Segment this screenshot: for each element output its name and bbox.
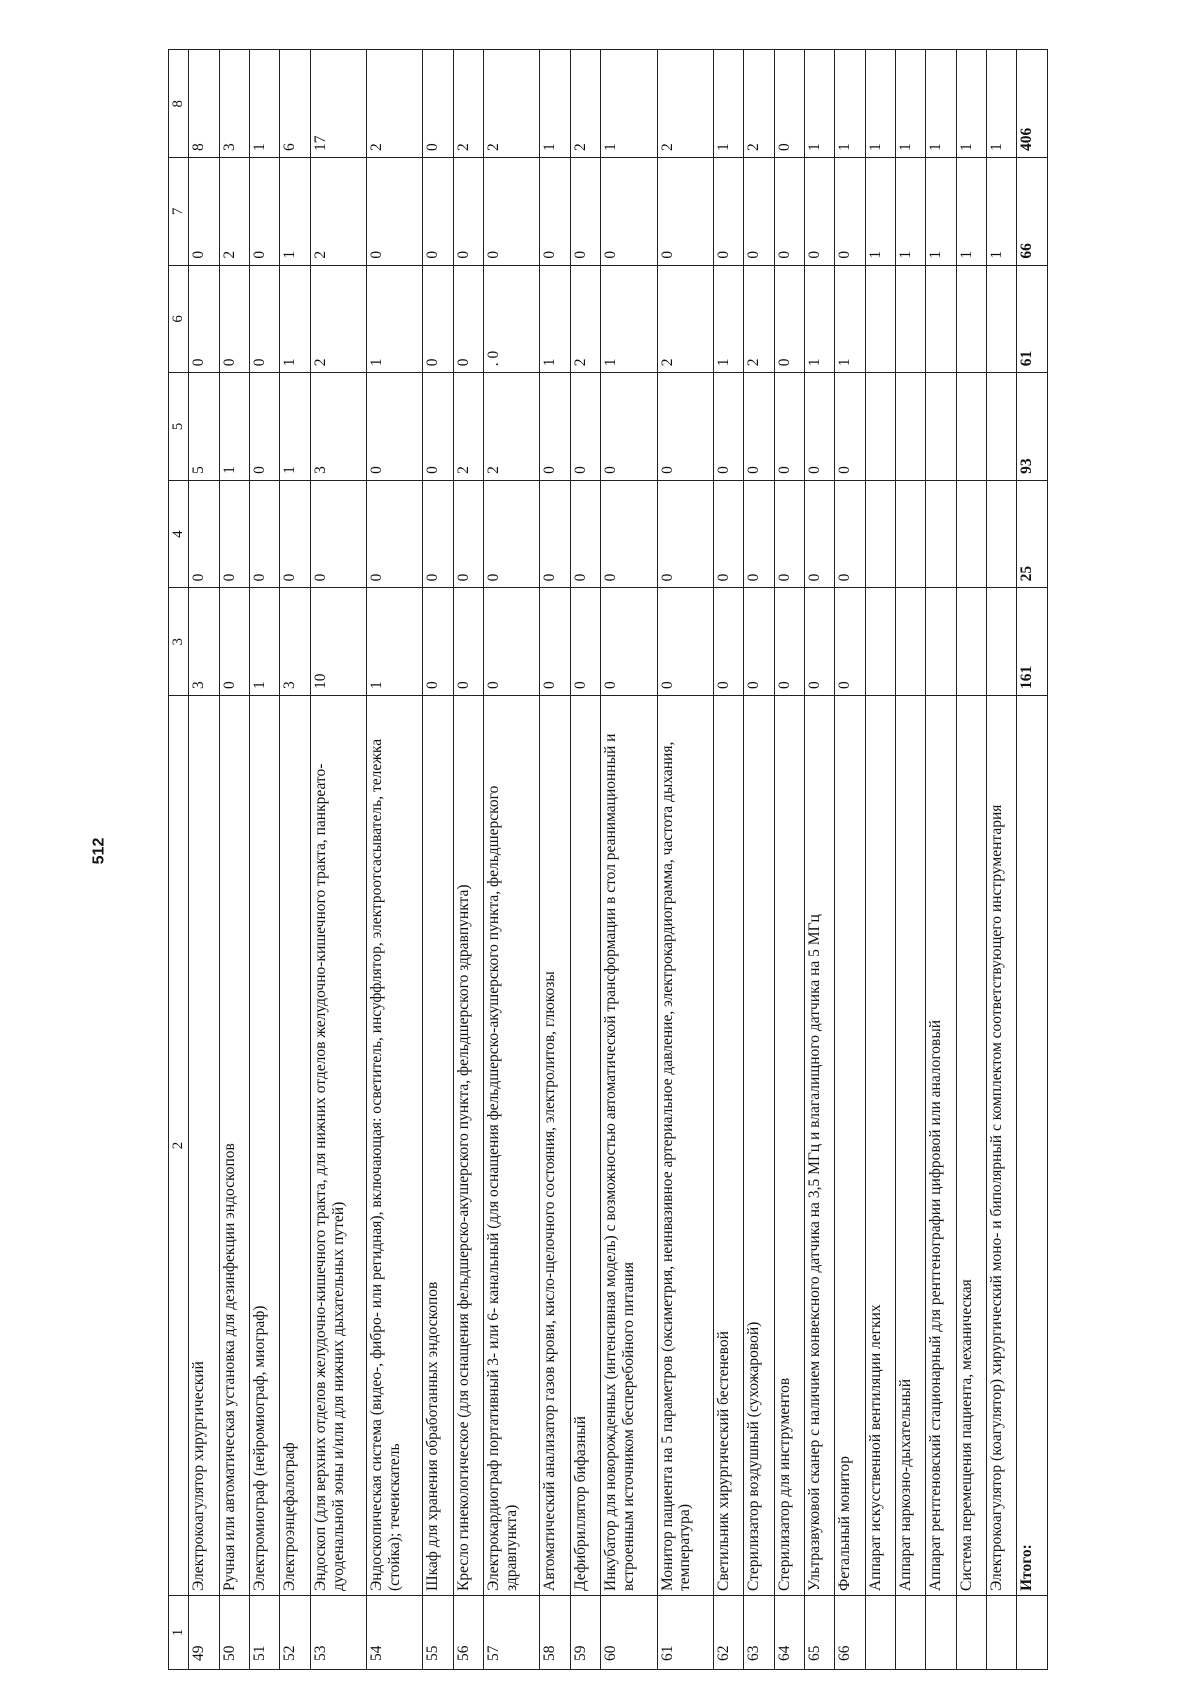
count-cell: 0 bbox=[657, 480, 713, 588]
count-cell: 0 bbox=[423, 373, 453, 481]
count-cell: 0 bbox=[713, 158, 743, 266]
table-row bbox=[987, 50, 1017, 1670]
count-cell: 1 bbox=[804, 265, 834, 373]
count-cell: 0 bbox=[280, 480, 310, 588]
count-cell: 0 bbox=[423, 158, 453, 266]
count-cell: 3 bbox=[189, 588, 219, 696]
count-cell: 0 bbox=[774, 588, 804, 696]
count-cell: 0 bbox=[657, 373, 713, 481]
table-row bbox=[570, 50, 600, 1670]
count-cell bbox=[926, 373, 956, 481]
total-cell: 161 bbox=[1017, 588, 1048, 696]
row-number-cell: 54 bbox=[367, 1596, 423, 1670]
count-cell: 0 bbox=[744, 480, 774, 588]
equipment-name-cell: Электроэнцефалограф bbox=[280, 696, 310, 1596]
equipment-name-cell: Эндоскоп (для верхних отделов желудочно-кишечного тракта, для нижних отделов желудочно-кишечного тракта, панкреато-дуоденальной зоны и/или для нижних дыхательных путей) bbox=[310, 696, 366, 1596]
row-number-cell: 60 bbox=[601, 1596, 657, 1670]
equipment-name-cell: Аппарат искусственной вентиляции легких bbox=[865, 696, 895, 1596]
count-cell: 1 bbox=[804, 50, 834, 158]
count-cell bbox=[865, 588, 895, 696]
count-cell: 0 bbox=[774, 158, 804, 266]
total-cell: 25 bbox=[1017, 480, 1048, 588]
count-cell: 0 bbox=[540, 480, 570, 588]
count-cell: 2 bbox=[310, 158, 366, 266]
count-cell: 2 bbox=[453, 373, 483, 481]
count-cell: 2 bbox=[219, 158, 249, 266]
count-cell: 0 bbox=[484, 588, 540, 696]
count-cell: 17 bbox=[310, 50, 366, 158]
page-number: 512 bbox=[90, 837, 108, 865]
count-cell: 0 bbox=[423, 50, 453, 158]
count-cell: 0 bbox=[835, 588, 865, 696]
count-cell bbox=[865, 373, 895, 481]
count-cell: 0 bbox=[570, 480, 600, 588]
count-cell: 0 bbox=[601, 373, 657, 481]
equipment-table bbox=[168, 49, 1048, 1670]
count-cell: 1 bbox=[219, 373, 249, 481]
column-header: 2 bbox=[169, 696, 189, 1596]
table-row bbox=[189, 50, 219, 1670]
column-header: 8 bbox=[169, 50, 189, 158]
count-cell: 0 bbox=[249, 158, 279, 266]
table-row bbox=[804, 50, 834, 1670]
count-cell bbox=[926, 265, 956, 373]
count-cell: 0 bbox=[189, 265, 219, 373]
count-cell: 0 bbox=[570, 373, 600, 481]
count-cell: 5 bbox=[189, 373, 219, 481]
count-cell: 0 bbox=[744, 588, 774, 696]
table-row bbox=[310, 50, 366, 1670]
count-cell: 0 bbox=[804, 588, 834, 696]
count-cell: 1 bbox=[956, 50, 986, 158]
row-number-cell bbox=[926, 1596, 956, 1670]
count-cell: 0 bbox=[367, 480, 423, 588]
count-cell: 0 bbox=[601, 480, 657, 588]
count-cell: 10 bbox=[310, 588, 366, 696]
count-cell: 2 bbox=[657, 50, 713, 158]
count-cell: 0 bbox=[713, 588, 743, 696]
count-cell: 0 bbox=[570, 158, 600, 266]
count-cell: 1 bbox=[956, 158, 986, 266]
row-number-cell: 66 bbox=[835, 1596, 865, 1670]
equipment-name-cell: Инкубатор для новорожденных (интенсивная модель) с возможностью автоматической трансформации в стол реанимационный и встроенным источником бесперебойного питания bbox=[601, 696, 657, 1596]
count-cell: 1 bbox=[896, 50, 926, 158]
equipment-name-cell: Ультразвуковой сканер с наличием конвексного датчика на 3,5 МГц и влагалищного датчика на 5 МГц bbox=[804, 696, 834, 1596]
row-number-cell bbox=[865, 1596, 895, 1670]
row-number-cell: 56 bbox=[453, 1596, 483, 1670]
count-cell: 0 bbox=[774, 265, 804, 373]
count-cell: 0 bbox=[601, 158, 657, 266]
count-cell: 0 bbox=[774, 373, 804, 481]
column-header: 6 bbox=[169, 265, 189, 373]
count-cell bbox=[896, 265, 926, 373]
equipment-name-cell: Дефибриллятор бифазный bbox=[570, 696, 600, 1596]
table-row bbox=[956, 50, 986, 1670]
count-cell: 3 bbox=[280, 588, 310, 696]
count-cell: 1 bbox=[367, 588, 423, 696]
table-row bbox=[865, 50, 895, 1670]
equipment-name-cell: Электрокоагулятор хирургический bbox=[189, 696, 219, 1596]
count-cell: 1 bbox=[987, 50, 1017, 158]
count-cell: . 0 bbox=[484, 265, 540, 373]
count-cell bbox=[865, 480, 895, 588]
table-row bbox=[774, 50, 804, 1670]
row-number-cell bbox=[987, 1596, 1017, 1670]
count-cell bbox=[956, 373, 986, 481]
count-cell: 0 bbox=[657, 588, 713, 696]
count-cell: 1 bbox=[280, 265, 310, 373]
table-row bbox=[657, 50, 713, 1670]
total-row bbox=[1017, 50, 1048, 1670]
table-row bbox=[423, 50, 453, 1670]
count-cell bbox=[896, 480, 926, 588]
count-cell: 1 bbox=[713, 50, 743, 158]
count-cell: 0 bbox=[540, 588, 570, 696]
count-cell: 0 bbox=[453, 158, 483, 266]
count-cell: 0 bbox=[570, 588, 600, 696]
count-cell bbox=[987, 480, 1017, 588]
total-cell: 66 bbox=[1017, 158, 1048, 266]
count-cell: 0 bbox=[249, 373, 279, 481]
count-cell: 0 bbox=[484, 480, 540, 588]
row-number-cell: 64 bbox=[774, 1596, 804, 1670]
count-cell: 1 bbox=[249, 588, 279, 696]
table-row bbox=[367, 50, 423, 1670]
row-number-cell: 49 bbox=[189, 1596, 219, 1670]
count-cell bbox=[987, 588, 1017, 696]
equipment-name-cell: Электромиограф (нейромиограф, миограф) bbox=[249, 696, 279, 1596]
count-cell: 0 bbox=[835, 373, 865, 481]
count-cell: 0 bbox=[423, 588, 453, 696]
row-number-cell: 62 bbox=[713, 1596, 743, 1670]
count-cell: 2 bbox=[453, 50, 483, 158]
count-cell: 0 bbox=[189, 158, 219, 266]
total-cell: 93 bbox=[1017, 373, 1048, 481]
count-cell: 1 bbox=[926, 158, 956, 266]
count-cell: 8 bbox=[189, 50, 219, 158]
count-cell: 0 bbox=[453, 265, 483, 373]
equipment-name-cell: Аппарат наркозно-дыхательный bbox=[896, 696, 926, 1596]
row-number-cell: 65 bbox=[804, 1596, 834, 1670]
equipment-name-cell: Кресло гинекологическое (для оснащения фельдшерско-акушерского пункта, фельдшерского здравпункта) bbox=[453, 696, 483, 1596]
table-row bbox=[540, 50, 570, 1670]
equipment-name-cell: Шкаф для хранения обработанных эндоскопов bbox=[423, 696, 453, 1596]
count-cell: 0 bbox=[453, 588, 483, 696]
count-cell: 0 bbox=[835, 480, 865, 588]
count-cell: 0 bbox=[453, 480, 483, 588]
row-number-cell: 59 bbox=[570, 1596, 600, 1670]
equipment-name-cell: Ручная или автоматическая установка для дезинфекции эндоскопов bbox=[219, 696, 249, 1596]
count-cell: 2 bbox=[570, 50, 600, 158]
equipment-table-container bbox=[168, 50, 1048, 1670]
count-cell: 0 bbox=[657, 158, 713, 266]
count-cell: 2 bbox=[570, 265, 600, 373]
row-number-cell: 52 bbox=[280, 1596, 310, 1670]
equipment-name-cell: Электрокардиограф портативный 3- или 6- канальный (для оснащения фельдшерско-акушерского пункта, фельдшерского здравпункта) bbox=[484, 696, 540, 1596]
table-row bbox=[713, 50, 743, 1670]
count-cell: 1 bbox=[540, 265, 570, 373]
count-cell bbox=[865, 265, 895, 373]
count-cell bbox=[987, 373, 1017, 481]
table-header-row bbox=[169, 50, 189, 1670]
equipment-name-cell: Стерилизатор для инструментов bbox=[774, 696, 804, 1596]
count-cell: 1 bbox=[865, 50, 895, 158]
table-row bbox=[896, 50, 926, 1670]
count-cell: 0 bbox=[835, 158, 865, 266]
count-cell: 0 bbox=[367, 158, 423, 266]
count-cell: 0 bbox=[713, 480, 743, 588]
count-cell: 1 bbox=[540, 50, 570, 158]
equipment-name-cell: Монитор пациента на 5 параметров (оксиметрия, неинвазивное артериальное давление, электрокардиограмма, частота дыхания, температура) bbox=[657, 696, 713, 1596]
count-cell: 1 bbox=[865, 158, 895, 266]
equipment-name-cell: Фетальный монитор bbox=[835, 696, 865, 1596]
table-row bbox=[219, 50, 249, 1670]
row-number-cell: 57 bbox=[484, 1596, 540, 1670]
count-cell: 0 bbox=[484, 158, 540, 266]
count-cell bbox=[896, 373, 926, 481]
count-cell: 0 bbox=[423, 265, 453, 373]
count-cell: 1 bbox=[835, 50, 865, 158]
count-cell: 2 bbox=[657, 265, 713, 373]
count-cell: 0 bbox=[713, 373, 743, 481]
count-cell: 1 bbox=[249, 50, 279, 158]
count-cell: 0 bbox=[774, 480, 804, 588]
count-cell: 2 bbox=[744, 265, 774, 373]
row-number-cell: 55 bbox=[423, 1596, 453, 1670]
table-row bbox=[453, 50, 483, 1670]
count-cell: 1 bbox=[896, 158, 926, 266]
count-cell bbox=[926, 480, 956, 588]
equipment-name-cell: Система перемещения пациента, механическая bbox=[956, 696, 986, 1596]
count-cell bbox=[956, 265, 986, 373]
count-cell: 2 bbox=[484, 373, 540, 481]
row-number-cell: 58 bbox=[540, 1596, 570, 1670]
count-cell: 0 bbox=[804, 158, 834, 266]
total-cell: 61 bbox=[1017, 265, 1048, 373]
row-number-cell bbox=[1017, 1596, 1048, 1670]
row-number-cell bbox=[896, 1596, 926, 1670]
equipment-name-cell: Аппарат рентгеновский стационарный для рентгенографии цифровой или аналоговый bbox=[926, 696, 956, 1596]
total-label: Итого: bbox=[1017, 696, 1048, 1596]
row-number-cell: 50 bbox=[219, 1596, 249, 1670]
count-cell: 0 bbox=[804, 480, 834, 588]
count-cell: 0 bbox=[249, 480, 279, 588]
column-header: 5 bbox=[169, 373, 189, 481]
count-cell: 2 bbox=[744, 50, 774, 158]
column-header: 1 bbox=[169, 1596, 189, 1670]
count-cell: 0 bbox=[249, 265, 279, 373]
row-number-cell: 61 bbox=[657, 1596, 713, 1670]
table-body bbox=[189, 50, 1048, 1670]
table-row bbox=[280, 50, 310, 1670]
table-row bbox=[926, 50, 956, 1670]
count-cell: 0 bbox=[744, 158, 774, 266]
table-row bbox=[249, 50, 279, 1670]
count-cell: 0 bbox=[310, 480, 366, 588]
count-cell: 0 bbox=[540, 158, 570, 266]
count-cell: 0 bbox=[189, 480, 219, 588]
count-cell: 1 bbox=[601, 265, 657, 373]
count-cell: 1 bbox=[713, 265, 743, 373]
count-cell: 1 bbox=[280, 373, 310, 481]
row-number-cell: 51 bbox=[249, 1596, 279, 1670]
count-cell: 3 bbox=[219, 50, 249, 158]
equipment-name-cell: Светильник хирургический бестеневой bbox=[713, 696, 743, 1596]
count-cell: 1 bbox=[280, 158, 310, 266]
count-cell bbox=[956, 480, 986, 588]
table-row bbox=[744, 50, 774, 1670]
column-header: 7 bbox=[169, 158, 189, 266]
column-header: 4 bbox=[169, 480, 189, 588]
table-row bbox=[601, 50, 657, 1670]
equipment-name-cell: Автоматический анализатор газов крови, кисло-щелочного состояния, электролитов, глюкозы bbox=[540, 696, 570, 1596]
count-cell bbox=[987, 265, 1017, 373]
count-cell: 2 bbox=[484, 50, 540, 158]
count-cell: 1 bbox=[835, 265, 865, 373]
column-header: 3 bbox=[169, 588, 189, 696]
count-cell: 1 bbox=[367, 265, 423, 373]
row-number-cell: 63 bbox=[744, 1596, 774, 1670]
table-row bbox=[835, 50, 865, 1670]
equipment-name-cell: Стерилизатор воздушный (сухожаровой) bbox=[744, 696, 774, 1596]
count-cell bbox=[956, 588, 986, 696]
count-cell: 1 bbox=[601, 50, 657, 158]
count-cell: 0 bbox=[367, 373, 423, 481]
row-number-cell bbox=[956, 1596, 986, 1670]
count-cell: 0 bbox=[423, 480, 453, 588]
count-cell: 1 bbox=[987, 158, 1017, 266]
count-cell bbox=[896, 588, 926, 696]
count-cell: 0 bbox=[744, 373, 774, 481]
count-cell: 0 bbox=[804, 373, 834, 481]
count-cell: 0 bbox=[601, 588, 657, 696]
count-cell: 3 bbox=[310, 373, 366, 481]
count-cell: 0 bbox=[219, 265, 249, 373]
total-cell: 406 bbox=[1017, 50, 1048, 158]
equipment-name-cell: Электрокоагулятор (коагулятор) хирургический моно- и биполярный с комплектом соответствующего инструментария bbox=[987, 696, 1017, 1596]
count-cell: 1 bbox=[926, 50, 956, 158]
table-row bbox=[484, 50, 540, 1670]
count-cell: 2 bbox=[367, 50, 423, 158]
equipment-name-cell: Эндоскопическая система (видео-, фибро- или регидная), включающая: осветитель, инсуффлятор, электроотсасыватель, тележка (стойка); течеискатель bbox=[367, 696, 423, 1596]
count-cell: 0 bbox=[219, 480, 249, 588]
count-cell: 0 bbox=[219, 588, 249, 696]
count-cell: 0 bbox=[540, 373, 570, 481]
count-cell bbox=[926, 588, 956, 696]
row-number-cell: 53 bbox=[310, 1596, 366, 1670]
count-cell: 2 bbox=[310, 265, 366, 373]
count-cell: 0 bbox=[774, 50, 804, 158]
count-cell: 6 bbox=[280, 50, 310, 158]
